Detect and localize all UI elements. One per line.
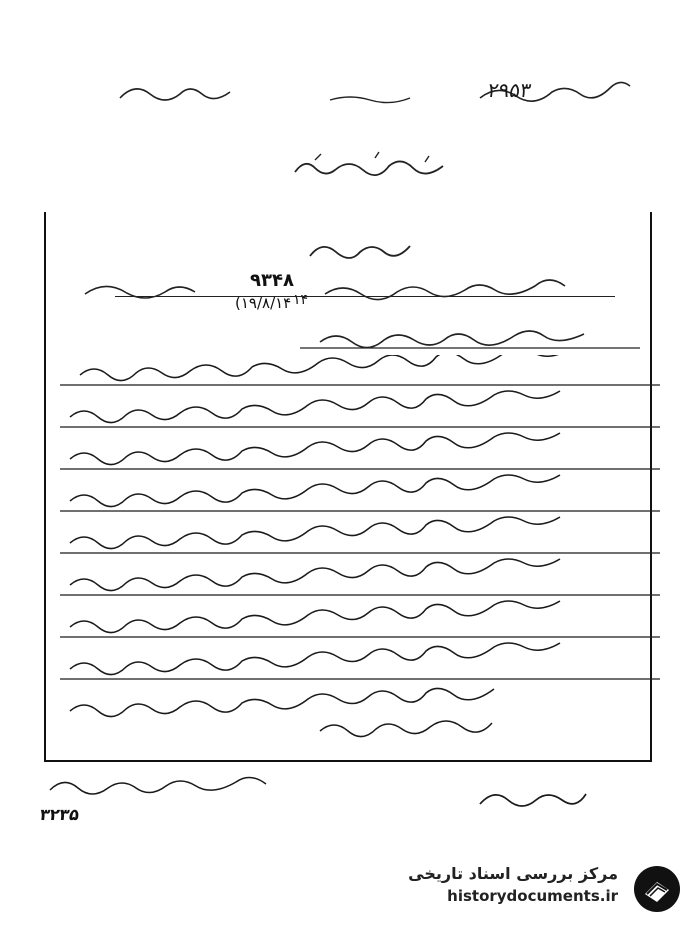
subject-line: [75, 268, 635, 318]
book-logo-icon: [632, 864, 682, 914]
heading-scribble: [285, 148, 465, 188]
subject-number-2: ۱۴: [293, 292, 309, 308]
subject-continuation: [300, 322, 640, 356]
brand-name: مرکز بررسی اسناد تاریخی: [408, 864, 618, 883]
brand-text: [408, 864, 618, 905]
subject-number-1: ۹۳۴۸: [250, 270, 294, 291]
top-center-heading: [285, 148, 465, 188]
header-scribble: [100, 70, 660, 110]
footnote-number: ۳۲۳۵: [38, 805, 81, 824]
subject-date: (۱۹/۸/۱۴: [235, 294, 292, 312]
body-handwriting: [60, 355, 660, 745]
footer-brand: [388, 862, 688, 916]
subject-underline: [115, 296, 615, 297]
signature: [470, 780, 590, 820]
form-title: [300, 232, 420, 268]
header-handwriting: [100, 70, 660, 110]
header-reference-number: ۲۹۵۳: [486, 78, 533, 102]
subject-scribble: [75, 268, 635, 318]
brand-url: historydocuments.ir: [447, 887, 618, 905]
form-title-scribble: [300, 232, 420, 268]
